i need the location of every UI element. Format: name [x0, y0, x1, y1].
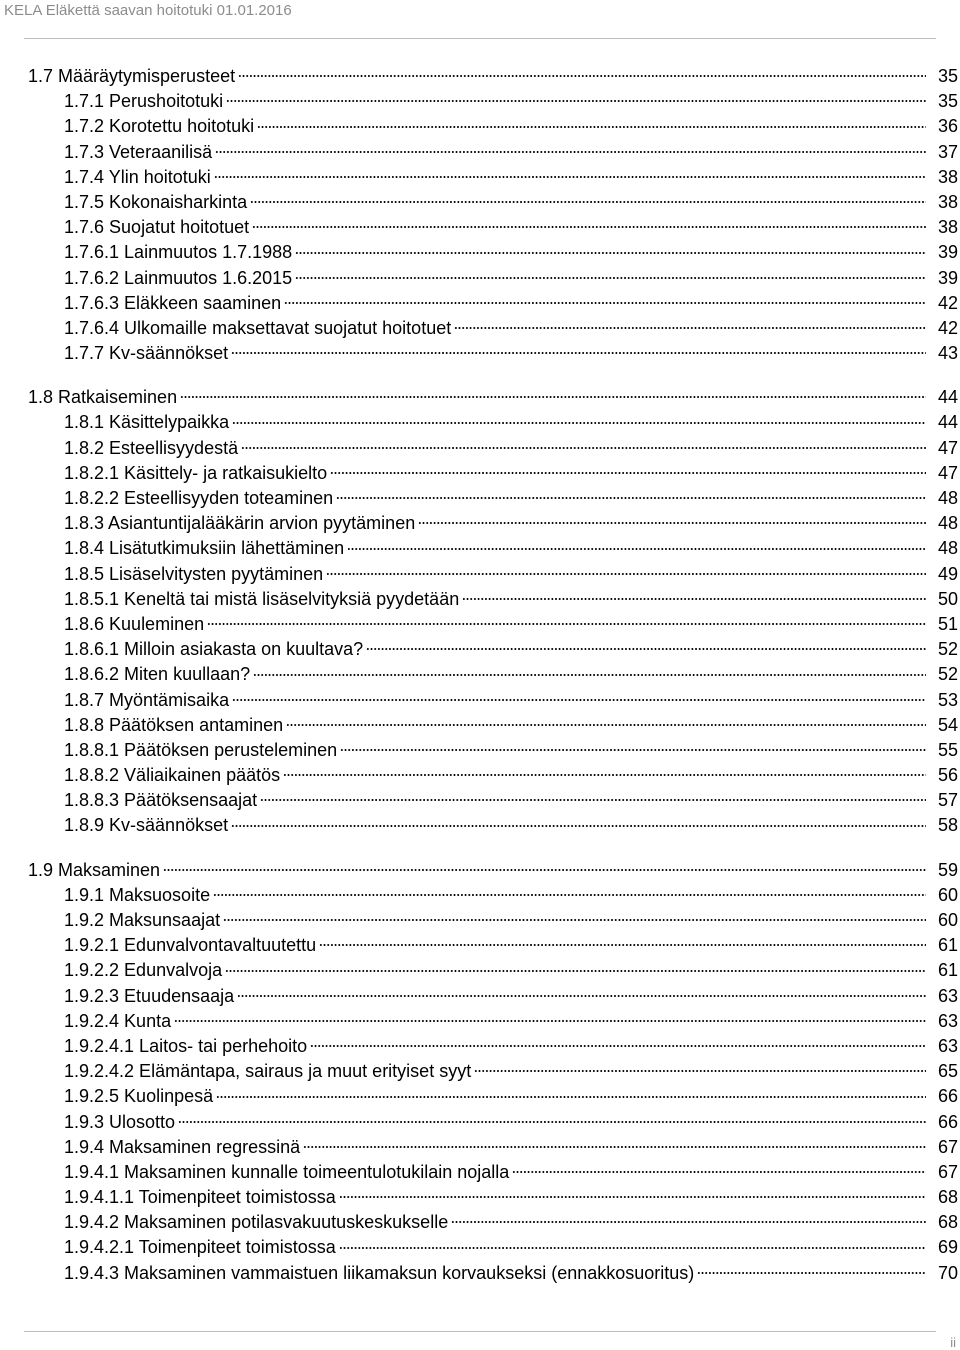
toc-entry-title: 1.8.6.1 Milloin asiakasta on kuultava? [64, 639, 364, 660]
toc-entry-title: 1.9.2.4.1 Laitos- tai perhehoito [64, 1035, 308, 1056]
dot-leader [340, 748, 926, 752]
toc-entry-title: 1.9.3 Ulosotto [64, 1111, 176, 1132]
toc-entry-page: 36 [937, 116, 958, 137]
toc-entry[interactable] [28, 436, 958, 461]
dot-leader [238, 74, 926, 78]
dot-leader [231, 351, 926, 355]
dot-leader [451, 1220, 926, 1224]
toc-entry-page: 39 [937, 242, 958, 263]
dot-leader [174, 1019, 926, 1023]
toc-entry[interactable] [28, 637, 958, 662]
dot-leader [454, 326, 926, 330]
toc-entry-page: 48 [937, 513, 958, 534]
dot-leader [178, 1120, 926, 1124]
toc-entry-title: 1.8.4 Lisätutkimuksiin lähettäminen [64, 538, 345, 559]
toc-entry-title: 1.9.2.2 Edunvalvoja [64, 960, 223, 981]
toc-entry[interactable] [28, 89, 958, 114]
dot-leader [223, 918, 926, 922]
dot-leader [366, 647, 926, 651]
toc-entry[interactable] [28, 190, 958, 215]
toc-entry-page: 66 [937, 1086, 958, 1107]
dot-leader [295, 251, 926, 255]
toc-entry-title: 1.8.8.1 Päätöksen perusteleminen [64, 739, 338, 760]
toc-entry[interactable] [28, 410, 958, 435]
toc-entry-page: 42 [937, 292, 958, 313]
toc-entry-title: 1.9.4.1 Maksaminen kunnalle toimeentulotukilain nojalla [64, 1161, 510, 1182]
toc-entry-title: 1.8.3 Asiantuntijalääkärin arvion pyytäminen [64, 513, 416, 534]
toc-entry-title: 1.7.6.2 Lainmuutos 1.6.2015 [64, 267, 293, 288]
toc-entry-title: 1.8.8.3 Päätöksensaajat [64, 790, 258, 811]
toc-entry-title: 1.9.4 Maksaminen regressinä [64, 1136, 301, 1157]
dot-leader [225, 969, 926, 973]
toc-entry-page: 65 [937, 1061, 958, 1082]
toc-entry[interactable] [28, 266, 958, 291]
dot-leader [214, 175, 926, 179]
toc-entry-page: 55 [937, 739, 958, 760]
toc-entry[interactable] [28, 883, 958, 908]
dot-leader [310, 1044, 926, 1048]
toc-entry[interactable] [28, 984, 958, 1009]
toc-entry[interactable] [28, 788, 958, 813]
dot-leader [253, 673, 926, 677]
toc-entry[interactable] [28, 1059, 958, 1084]
dot-leader [283, 773, 926, 777]
toc-entry-page: 60 [937, 910, 958, 930]
dot-leader [418, 521, 926, 525]
toc-entry-title: 1.8.2 Esteellisyydestä [64, 437, 239, 458]
toc-entry-page: 51 [937, 613, 958, 634]
toc-entry[interactable] [28, 858, 958, 883]
dot-leader [231, 824, 926, 828]
toc-entry-page: 37 [937, 141, 958, 162]
toc-entry[interactable] [28, 536, 958, 561]
toc-entry-title: 1.9.4.2 Maksaminen potilasvakuutuskeskukselle [64, 1212, 449, 1233]
dot-leader [339, 1246, 926, 1250]
toc-entry-page: 58 [937, 815, 958, 836]
toc-entry[interactable] [28, 763, 958, 788]
dot-leader [180, 395, 926, 399]
toc-entry[interactable] [28, 385, 958, 410]
toc-entry[interactable] [28, 688, 958, 713]
toc-entry-title: 1.7.6.1 Lainmuutos 1.7.1988 [64, 242, 293, 263]
toc-entry-title: 1.7.7 Kv-säännökset [64, 343, 229, 364]
toc-entry[interactable] [28, 165, 958, 190]
toc-entry-title: 1.9.2.1 Edunvalvontavaltuutettu [64, 935, 317, 956]
toc-entry[interactable] [28, 1009, 958, 1034]
toc-entry[interactable] [28, 958, 958, 983]
toc-entry-page: 52 [937, 664, 958, 685]
toc-entry-page: 48 [937, 538, 958, 559]
dot-leader [339, 1195, 926, 1199]
toc-entry[interactable] [28, 1185, 958, 1210]
toc-entry-title: 1.9.2 Maksunsaajat [64, 910, 221, 930]
toc-entry-title: 1.8.2.1 Käsittely- ja ratkaisukielto [64, 462, 328, 483]
toc-entry-page: 63 [937, 985, 958, 1006]
toc-entry[interactable] [28, 215, 958, 240]
toc-entry[interactable] [28, 341, 958, 366]
toc-entry-page: 60 [937, 884, 958, 905]
dot-leader [207, 622, 926, 626]
dot-leader [347, 547, 926, 551]
toc-entry-title: 1.7.6.3 Eläkkeen saaminen [64, 292, 282, 313]
dot-leader [241, 446, 926, 450]
dot-leader [697, 1271, 926, 1275]
toc-entry-title: 1.7.6 Suojatut hoitotuet [64, 217, 250, 238]
toc-entry-title: 1.8.5.1 Keneltä tai mistä lisäselvityksiä pyydetään [64, 588, 460, 609]
dot-leader [330, 471, 926, 475]
toc-entry[interactable] [28, 612, 958, 637]
page-number: ii [950, 1335, 956, 1350]
toc-entry-page: 47 [937, 437, 958, 458]
dot-leader [336, 496, 926, 500]
toc-entry-title: 1.8.5 Lisäselvitysten pyytäminen [64, 563, 324, 584]
dot-leader [303, 1145, 926, 1149]
dot-leader [232, 698, 926, 702]
toc-entry[interactable] [28, 1235, 958, 1260]
dot-leader [462, 597, 926, 601]
toc-entry[interactable] [28, 1261, 958, 1286]
toc-entry[interactable] [28, 908, 958, 933]
toc-entry-title: 1.9.2.4.2 Elämäntapa, sairaus ja muut erityiset syyt [64, 1061, 472, 1082]
toc-entry-page: 59 [937, 859, 958, 880]
toc-entry-title: 1.8 Ratkaiseminen [28, 387, 178, 408]
toc-entry-page: 35 [937, 66, 958, 86]
toc-entry-page: 54 [937, 714, 958, 735]
toc-entry-title: 1.7.5 Kokonaisharkinta [64, 191, 248, 212]
toc-entry-title: 1.8.8 Päätöksen antaminen [64, 714, 284, 735]
toc-entry-title: 1.8.8.2 Väliaikainen päätös [64, 765, 281, 786]
toc-entry-page: 50 [937, 588, 958, 609]
toc-entry-page: 38 [937, 191, 958, 212]
toc-entry-title: 1.8.6.2 Miten kuullaan? [64, 664, 251, 685]
toc-entry-title: 1.7 Määräytymisperusteet [28, 66, 236, 86]
toc-entry-title: 1.9.1 Maksuosoite [64, 884, 211, 905]
toc-entry-page: 38 [937, 217, 958, 238]
toc-entry-page: 68 [937, 1187, 958, 1208]
dot-leader [252, 225, 926, 229]
dot-leader [226, 99, 926, 103]
toc-entry[interactable] [28, 140, 958, 165]
toc-entry-page: 49 [937, 563, 958, 584]
toc-entry-page: 44 [937, 412, 958, 433]
toc-entry[interactable] [28, 1210, 958, 1235]
toc-entry-title: 1.9.4.1.1 Toimenpiteet toimistossa [64, 1187, 336, 1208]
toc-entry-page: 69 [937, 1237, 958, 1258]
toc-entry[interactable] [28, 64, 958, 89]
dot-leader [260, 798, 926, 802]
toc-entry[interactable] [28, 813, 958, 838]
toc-entry[interactable] [28, 461, 958, 486]
toc-entry-page: 67 [937, 1161, 958, 1182]
dot-leader [284, 301, 926, 305]
toc-entry-title: 1.8.9 Kv-säännökset [64, 815, 229, 836]
toc-entry-page: 39 [937, 267, 958, 288]
toc-entry-title: 1.8.1 Käsittelypaikka [64, 412, 230, 433]
toc-entry[interactable] [28, 486, 958, 511]
toc-entry-title: 1.8.7 Myöntämisaika [64, 689, 230, 710]
toc-entry[interactable] [28, 1135, 958, 1160]
toc-entry-page: 63 [937, 1010, 958, 1031]
toc-entry-title: 1.7.3 Veteraanilisä [64, 141, 213, 162]
toc-entry-title: 1.7.2 Korotettu hoitotuki [64, 116, 255, 137]
toc-entry-page: 38 [937, 166, 958, 187]
toc-entry-page: 35 [937, 91, 958, 112]
toc-entry-title: 1.9.4.2.1 Toimenpiteet toimistossa [64, 1237, 336, 1258]
running-header: KELA Eläkettä saavan hoitotuki 01.01.2016 [4, 2, 292, 19]
toc-entry-page: 68 [937, 1212, 958, 1233]
toc-entry-page: 47 [937, 462, 958, 483]
toc-entry[interactable] [28, 240, 958, 265]
toc-entry[interactable] [28, 511, 958, 536]
toc-entry[interactable] [28, 316, 958, 341]
dot-leader [295, 276, 926, 280]
toc-entry-title: 1.7.1 Perushoitotuki [64, 91, 224, 112]
toc-entry-title: 1.7.4 Ylin hoitotuki [64, 166, 211, 187]
table-of-contents [28, 64, 958, 1286]
toc-entry-title: 1.9 Maksaminen [28, 859, 161, 880]
toc-entry-page: 57 [937, 790, 958, 811]
toc-entry-title: 1.7.6.4 Ulkomaille maksettavat suojatut hoitotuet [64, 317, 452, 338]
dot-leader [216, 1095, 926, 1099]
toc-entry-title: 1.9.4.3 Maksaminen vammaistuen liikamaksun korvaukseksi (ennakkosuoritus) [64, 1262, 695, 1283]
toc-entry-title: 1.9.2.3 Etuudensaaja [64, 985, 235, 1006]
toc-entry[interactable] [28, 662, 958, 687]
toc-entry-page: 43 [937, 343, 958, 364]
toc-entry-page: 66 [937, 1111, 958, 1132]
toc-entry[interactable] [28, 738, 958, 763]
toc-entry[interactable] [28, 1034, 958, 1059]
toc-entry[interactable] [28, 562, 958, 587]
dot-leader [250, 200, 926, 204]
dot-leader [474, 1069, 926, 1073]
toc-entry-page: 53 [937, 689, 958, 710]
toc-entry[interactable] [28, 1160, 958, 1185]
toc-entry-page: 48 [937, 488, 958, 508]
toc-entry[interactable] [28, 933, 958, 958]
dot-leader [163, 868, 926, 872]
toc-entry-title: 1.8.6 Kuuleminen [64, 613, 205, 634]
toc-entry-page: 70 [937, 1262, 958, 1283]
toc-entry-page: 61 [937, 935, 958, 956]
dot-leader [237, 994, 926, 998]
dot-leader [215, 150, 926, 154]
header-divider [24, 38, 936, 39]
dot-leader [213, 893, 926, 897]
toc-entry-title: 1.9.2.5 Kuolinpesä [64, 1086, 214, 1107]
toc-entry-page: 42 [937, 317, 958, 338]
toc-entry-page: 63 [937, 1035, 958, 1056]
dot-leader [326, 572, 926, 576]
toc-entry[interactable] [28, 1084, 958, 1109]
toc-entry-page: 44 [937, 387, 958, 408]
toc-entry-title: 1.9.2.4 Kunta [64, 1010, 172, 1031]
toc-entry[interactable] [28, 1110, 958, 1135]
toc-entry[interactable] [28, 713, 958, 738]
footer-divider [24, 1331, 936, 1332]
toc-entry-title: 1.8.2.2 Esteellisyyden toteaminen [64, 488, 334, 508]
toc-entry-page: 67 [937, 1136, 958, 1157]
toc-entry[interactable] [28, 114, 958, 139]
toc-entry-page: 52 [937, 639, 958, 660]
toc-entry[interactable] [28, 291, 958, 316]
dot-leader [512, 1170, 926, 1174]
toc-entry-page: 56 [937, 765, 958, 786]
dot-leader [257, 125, 926, 129]
dot-leader [319, 943, 926, 947]
dot-leader [232, 421, 926, 425]
dot-leader [286, 723, 926, 727]
toc-entry[interactable] [28, 587, 958, 612]
toc-entry-page: 61 [937, 960, 958, 981]
